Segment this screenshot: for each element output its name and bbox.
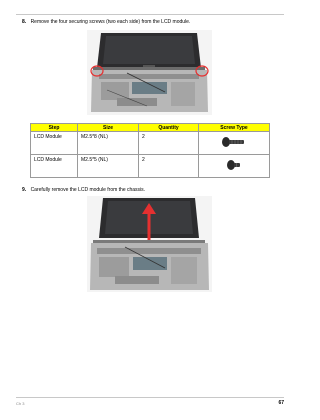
header-step: Step xyxy=(31,124,78,132)
chapter-label: Ch 3 xyxy=(16,401,25,406)
screw-table xyxy=(30,123,270,178)
table-row xyxy=(31,132,270,155)
cell-step: LCD Module xyxy=(31,132,78,155)
step-9 xyxy=(22,187,145,194)
top-rule xyxy=(16,14,284,15)
cell-size: M2.5*5 (NL) xyxy=(78,155,139,178)
laptop-illustration xyxy=(87,196,212,292)
header-screw-type: Screw Type xyxy=(199,124,270,132)
step-8 xyxy=(22,19,190,26)
header-size: Size xyxy=(78,124,139,132)
lcd-removal-photo xyxy=(87,196,212,292)
step-number: 8. xyxy=(22,19,27,25)
page-number: 67 xyxy=(278,400,284,406)
cell-screw-type xyxy=(199,132,270,155)
step-text: Remove the four securing screws (two each side) from the LCD module. xyxy=(30,19,191,25)
cell-size: M2.5*8 (NL) xyxy=(78,132,139,155)
long-screw-icon xyxy=(221,136,247,148)
short-screw-icon xyxy=(226,159,242,171)
cell-quantity: 2 xyxy=(139,155,199,178)
step-number: 9. xyxy=(22,187,27,193)
header-quantity: Quantity xyxy=(139,124,199,132)
table-row xyxy=(31,155,270,178)
cell-screw-type xyxy=(199,155,270,178)
laptop-illustration xyxy=(87,30,212,115)
cell-step: LCD Module xyxy=(31,155,78,178)
bottom-rule xyxy=(16,397,284,398)
lcd-screw-photo xyxy=(87,30,212,115)
cell-quantity: 2 xyxy=(139,132,199,155)
step-text: Carefully remove the LCD module from the chassis. xyxy=(30,187,146,193)
table-header-row xyxy=(31,124,270,132)
